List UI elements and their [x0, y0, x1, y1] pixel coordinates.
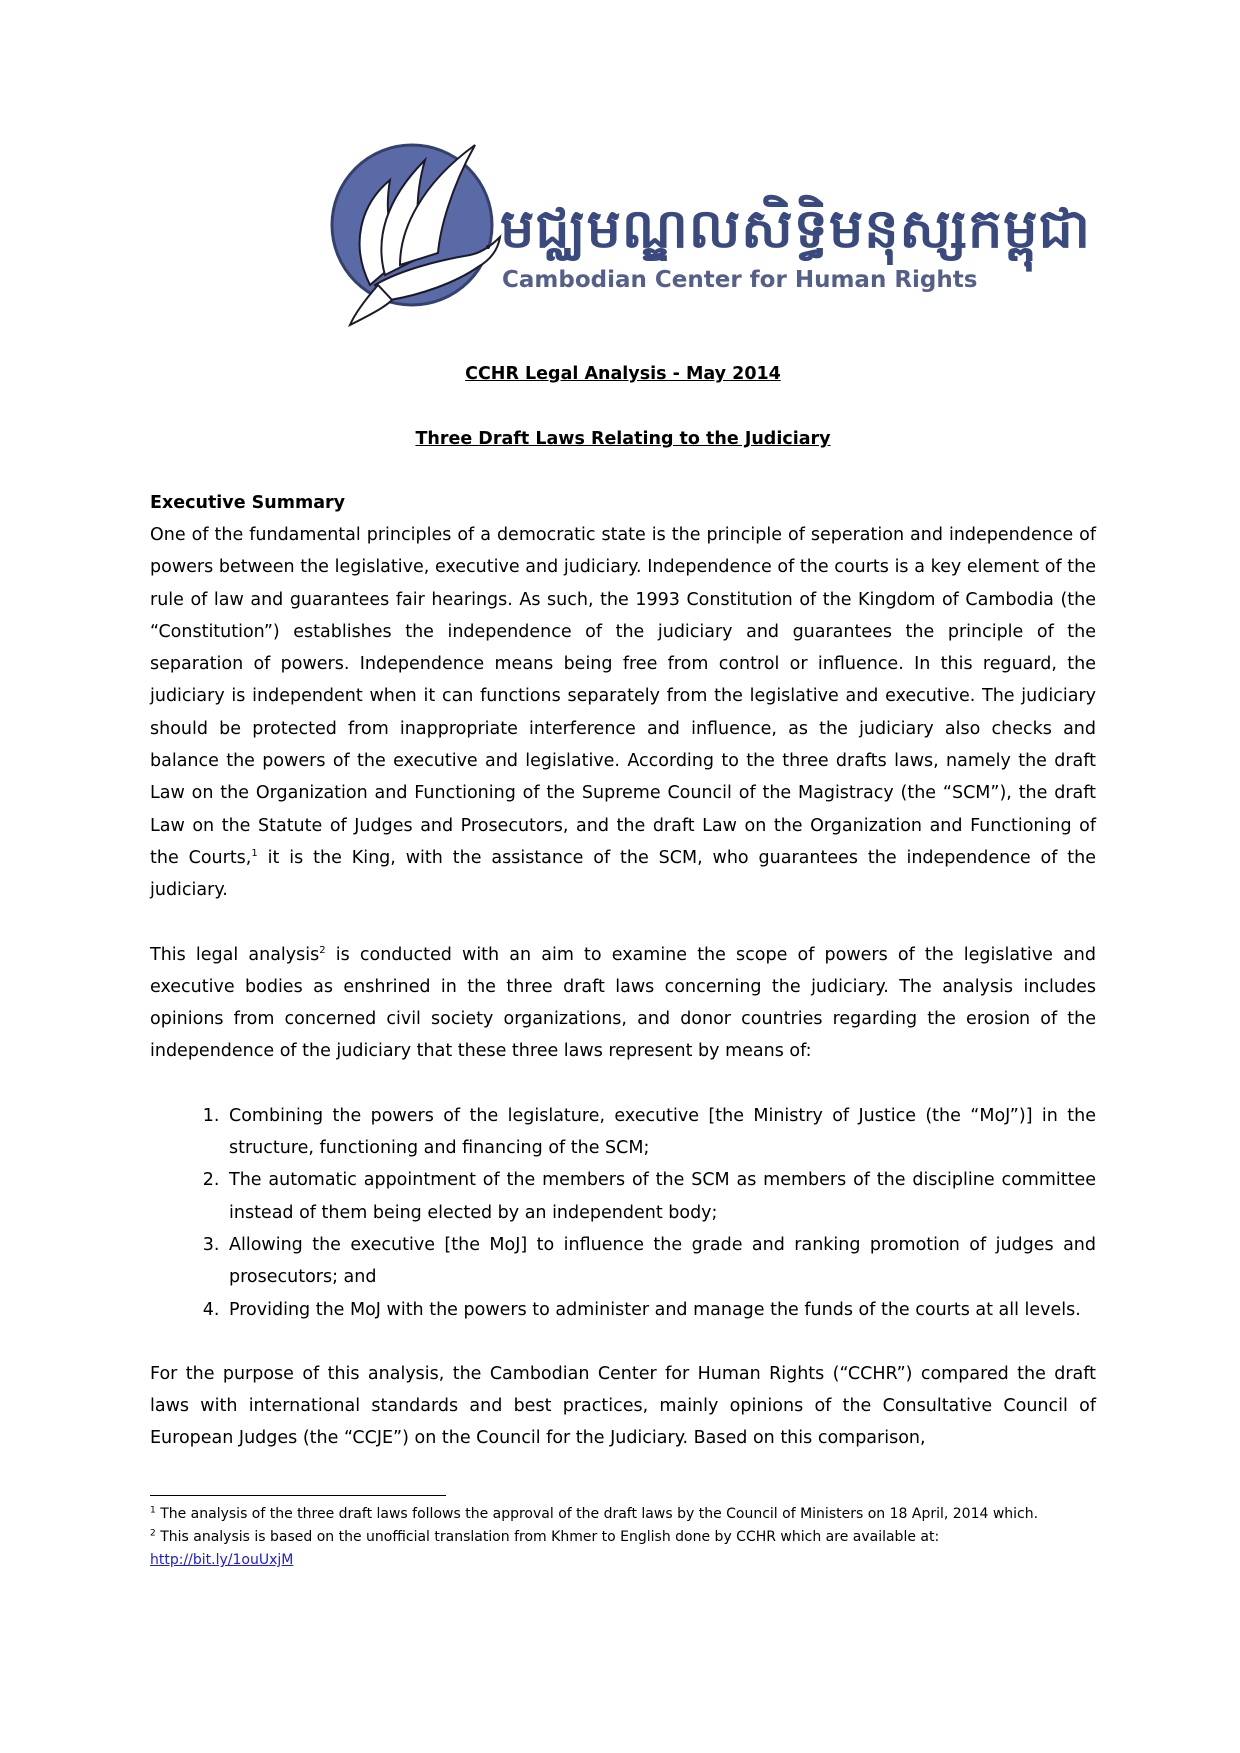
paragraph-3: For the purpose of this analysis, the Cambodian Center for Human Rights (“CCHR”) compared the draft laws with international standards and best practices, mainly opinions of the Consultative Council of European Judges (the “CCJE”) on the Council for the Judiciary. Based on this comparison,	[150, 1363, 1096, 1449]
footnote-ref-1: 1	[251, 848, 258, 860]
logo-khmer-name: មជ្ឈមណ្ឌលសិទ្ធិមនុស្សកម្ពុជា	[500, 196, 1091, 260]
paragraph-1-text: One of the fundamental principles of a democratic state is the principle of seperation and independence of powers between the legislative, executive and judiciary. Independence of the courts is a key element of the rule of law and guarantees fair hearings. As such, the 1993 Constitution of the Kingdom of Cambodia (the “Constitution”) establishes the independence of the judiciary and guarantees the principle of the separation of powers. Independence means being free from control or influence. In this reguard, the judiciary is independent when it can functions separately from the legislative and executive. The judiciary should be protected from inappropriate interference and influence, as the judiciary also checks and balance the powers of the executive and legislative. According to the three drafts laws, namely the draft Law on the Organization and Functioning of the Supreme Council of the Magistracy (the “SCM”), the draft Law on the Statute of Judges and Prosecutors, and the draft Law on the Organization and Functioning of the Courts,	[150, 525, 1096, 868]
footnote-number: 2	[150, 1528, 156, 1539]
logo-english-name: Cambodian Center for Human Rights	[502, 267, 978, 293]
footnote-text: The analysis of the three draft laws follows the approval of the draft laws by the Council of Ministers on 18 April, 2014 which.	[160, 1506, 1039, 1522]
list-item: 4. Providing the MoJ with the powers to administer and manage the funds of the courts at all levels.	[225, 1294, 1096, 1326]
footnote-2	[150, 1526, 1096, 1572]
footnote-text: This analysis is based on the unofficial translation from Khmer to English done by CCHR which are available at:	[160, 1529, 940, 1545]
paragraph-1	[150, 519, 1096, 907]
list-item: 2. The automatic appointment of the members of the SCM as members of the discipline committee instead of them being elected by an independent body;	[225, 1164, 1096, 1229]
paragraph-2-lead: This legal analysis	[150, 944, 320, 965]
cchr-logo	[330, 135, 1091, 345]
section-heading: Executive Summary	[150, 493, 346, 513]
footnote-link[interactable]: http://bit.ly/1ouUxjM	[150, 1552, 294, 1568]
footnote-divider	[150, 1495, 446, 1496]
list-item: 3. Allowing the executive [the MoJ] to influence the grade and ranking promotion of judges and prosecutors; and	[225, 1229, 1096, 1294]
dove-in-circle-icon	[330, 135, 510, 345]
footnotes	[150, 1503, 1096, 1572]
paragraph-2-text: is conducted with an aim to examine the scope of powers of the legislative and executive bodies as enshrined in the three draft laws concerning the judiciary. The analysis includes opinions from concerned civil society organizations, and donor countries regarding the erosion of the independence of the judiciary that these three laws represent by means of:	[150, 944, 1096, 1062]
list-item: 1. Combining the powers of the legislature, executive [the Ministry of Justice (the “MoJ”)] in the structure, functioning and financing of the SCM;	[225, 1100, 1096, 1165]
numbered-list	[150, 1100, 1096, 1326]
document-body	[150, 358, 1096, 1455]
footnote-1	[150, 1503, 1096, 1526]
document-subtitle: Three Draft Laws Relating to the Judiciary	[415, 429, 831, 449]
paragraph-1-tail: it is the King, with the assistance of the SCM, who guarantees the independence of the judiciary.	[150, 847, 1096, 901]
footnote-number: 1	[150, 1505, 156, 1516]
footnote-ref-2: 2	[319, 944, 326, 956]
paragraph-2	[150, 939, 1096, 1068]
document-title: CCHR Legal Analysis - May 2014	[465, 364, 781, 384]
